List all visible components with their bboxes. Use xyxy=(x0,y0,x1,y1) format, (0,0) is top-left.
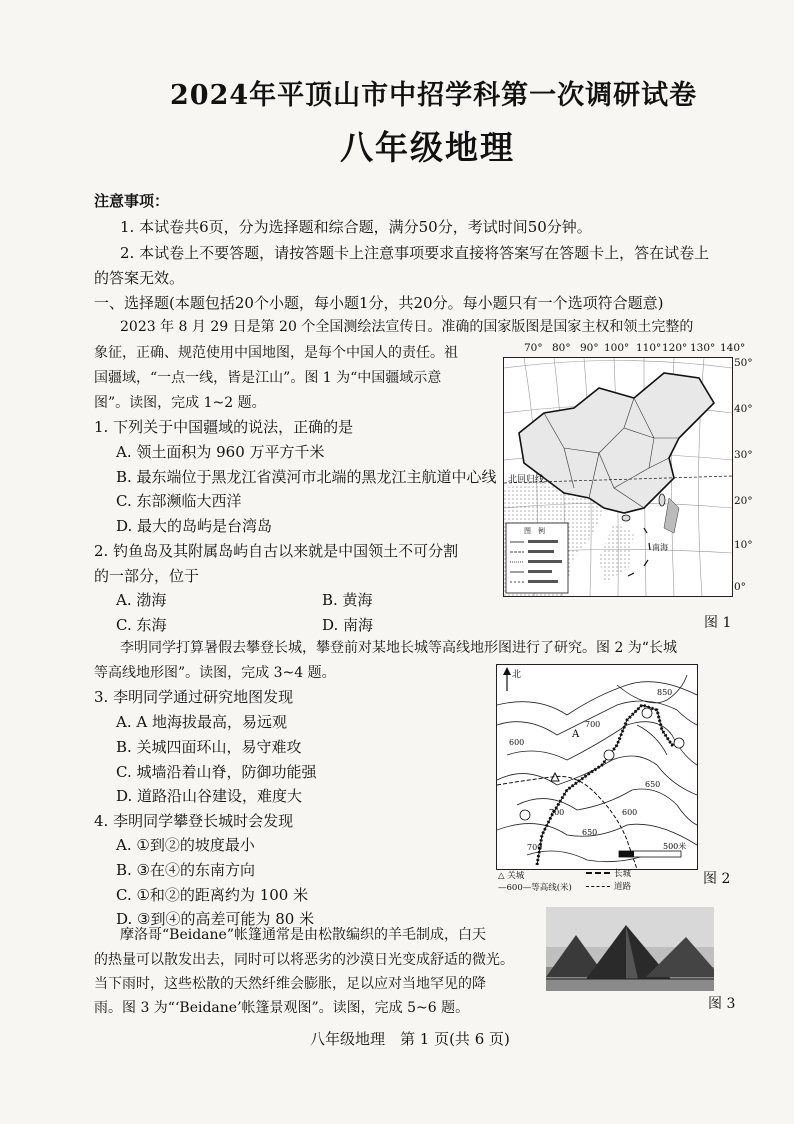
q3-option-a: A. A 地海拔最高，易远观 xyxy=(116,713,287,731)
fig1-tick: 110° xyxy=(636,342,662,354)
fig1-tick: 50° xyxy=(734,357,753,369)
fig2-legend-wall: 长城 xyxy=(614,869,632,879)
fig2-contour-label: 700 xyxy=(585,720,601,729)
fig1-tick: 80° xyxy=(552,342,571,354)
fig2-contour-label: 700 xyxy=(527,843,543,852)
fig3-tent-photo xyxy=(546,907,714,991)
fig1-tick: 0° xyxy=(734,581,746,593)
fig2-contour-label: 650 xyxy=(582,828,598,837)
passage-1-line-4: 图”。读图，完成 1~2 题。 xyxy=(94,395,266,411)
contour-map-illustration xyxy=(497,665,697,869)
passage-3-line-2: 的热量可以散发出去，同时可以将恶劣的沙漠日光变成舒适的微光。 xyxy=(94,952,514,968)
passage-1-line-3: 国疆域，“一点一线，皆是江山”。图 1 为“中国疆域示意 xyxy=(94,370,442,386)
fig1-legend-title: 图 例 xyxy=(524,527,545,535)
fig2-legend-contour: —600—等高线(米) xyxy=(498,883,572,893)
fig1-tick: 10° xyxy=(734,539,753,551)
passage-2-line-1: 李明同学打算暑假去攀登长城，攀登前对某地长城等高线地形图进行了研究。图 2 为“长城 xyxy=(120,640,677,656)
fig1-tick: 70° xyxy=(524,342,543,354)
passage-3-line-1: 摩洛哥“Beidane”帐篷通常是由松散编织的羊毛制成，白天 xyxy=(120,927,486,943)
fig1-tick: 30° xyxy=(734,449,753,461)
fig1-tick: 130° xyxy=(690,342,716,354)
fig1-china-map xyxy=(503,357,733,597)
fig1-latitude-ticks xyxy=(734,357,764,597)
fig1-tick: 120° xyxy=(662,342,688,354)
q3-option-b: B. 关城四面环山，易守难攻 xyxy=(116,738,302,756)
passage-1-line-2: 象征，正确、规范使用中国地图，是每个中国人的责任。祖 xyxy=(94,345,458,361)
fig2-legend-pass: △ 关城 xyxy=(498,871,525,881)
fig2-label: 图 2 xyxy=(703,871,731,887)
fig2-legend-road-swatch xyxy=(586,886,610,887)
q4-option-a: A. ①到②的坡度最小 xyxy=(116,836,255,854)
fig1-tick: 20° xyxy=(734,495,753,507)
q1-option-b: B. 最东端位于黑龙江省漠河市北端的黑龙江主航道中心线 xyxy=(116,468,497,486)
q4-option-d: D. ③到④的高差可能为 80 米 xyxy=(116,910,315,928)
q2-option-a: A. 渤海 xyxy=(116,591,167,609)
fig1-tick: 100° xyxy=(604,342,630,354)
q4-option-b: B. ③在④的东南方向 xyxy=(116,861,256,879)
passage-2-line-2: 等高线地形图”。读图，完成 3~4 题。 xyxy=(94,665,336,681)
q2-option-c: C. 东海 xyxy=(116,616,167,634)
fig2-contour-label: 650 xyxy=(645,780,661,789)
fig2-contour-label: 600 xyxy=(622,808,638,817)
q4-option-c: C. ①和②的距离约为 100 米 xyxy=(116,886,309,904)
passage-1-line-1: 2023 年 8 月 29 日是第 20 个全国测绘法宣传日。准确的国家版图是国家主权和领土完整的 xyxy=(120,319,694,335)
q2-option-d: D. 南海 xyxy=(322,616,374,634)
q2-option-b: B. 黄海 xyxy=(322,591,373,609)
q3-stem: 3. 李明同学通过研究地图发现 xyxy=(94,688,294,706)
fig2-contour-label: 700 xyxy=(549,808,565,817)
page-footer: 八年级地理 第 1 页(共 6 页) xyxy=(310,1030,510,1048)
china-map-illustration xyxy=(504,358,732,596)
section-heading: 一、选择题(本题包括20个小题，每小题1分，共20分。每小题只有一个选项符合题意) xyxy=(94,294,664,312)
fig1-south-sea-label: 南海 xyxy=(652,543,668,552)
fig2-scale-label: 500米 xyxy=(663,842,687,851)
exam-subject: 八年级地理 xyxy=(340,128,515,167)
fig1-tick: 140° xyxy=(720,342,746,354)
fig1-tropic-label: 北回归线 xyxy=(508,475,545,485)
q4-stem: 4. 李明同学攀登长城时会发现 xyxy=(94,812,294,830)
q1-option-a: A. 领土面积为 960 万平方千米 xyxy=(116,443,325,461)
fig1-tick: 40° xyxy=(734,403,753,415)
fig2-contour-label: 600 xyxy=(509,738,525,747)
q3-option-c: C. 城墙沿着山脊，防御功能强 xyxy=(116,763,317,781)
fig1-tick: 90° xyxy=(580,342,599,354)
q1-option-d: D. 最大的岛屿是台湾岛 xyxy=(116,517,273,535)
fig2-contour-label: 850 xyxy=(657,688,673,697)
passage-3-line-4: 雨。图 3 为“‘Beidane’帐篷景观图”。读图，完成 5~6 题。 xyxy=(94,1000,470,1016)
q3-option-d: D. 道路沿山谷建设，难度大 xyxy=(116,787,303,805)
exam-title: 2024年平顶山市中招学科第一次调研试卷 xyxy=(170,80,698,111)
fig2-north-label: 北 xyxy=(512,670,522,680)
notes-item-2: 2. 本试卷上不要答题，请按答题卡上注意事项要求直接将答案写在答题卡上，答在试卷上 xyxy=(120,244,710,262)
tent-photo-illustration xyxy=(546,907,714,991)
fig1-label: 图 1 xyxy=(704,615,732,631)
passage-3-line-3: 当下雨时，这些松散的天然纤维会膨胀，足以应对当地罕见的降 xyxy=(94,976,486,992)
fig3-label: 图 3 xyxy=(708,996,736,1012)
notes-heading: 注意事项： xyxy=(94,192,170,210)
q1-option-c: C. 东部濒临大西洋 xyxy=(116,492,242,510)
fig2-legend xyxy=(496,868,696,896)
fig2-legend-road: 道路 xyxy=(614,882,632,892)
fig1-longitude-ticks xyxy=(500,342,750,358)
q2-stem: 2. 钓鱼岛及其附属岛屿自古以来就是中国领土不可分割 xyxy=(94,542,459,560)
notes-item-1: 1. 本试卷共6页，分为选择题和综合题，满分50分，考试时间50分钟。 xyxy=(120,218,592,236)
q1-stem: 1. 下列关于中国疆域的说法，正确的是 xyxy=(94,418,354,436)
notes-item-2-cont: 的答案无效。 xyxy=(94,269,185,287)
fig2-legend-wall-swatch xyxy=(586,872,610,874)
q2-stem-cont: 的一部分，位于 xyxy=(94,567,200,585)
fig2-point-a: A xyxy=(572,729,580,740)
fig2-contour-map xyxy=(496,664,698,870)
